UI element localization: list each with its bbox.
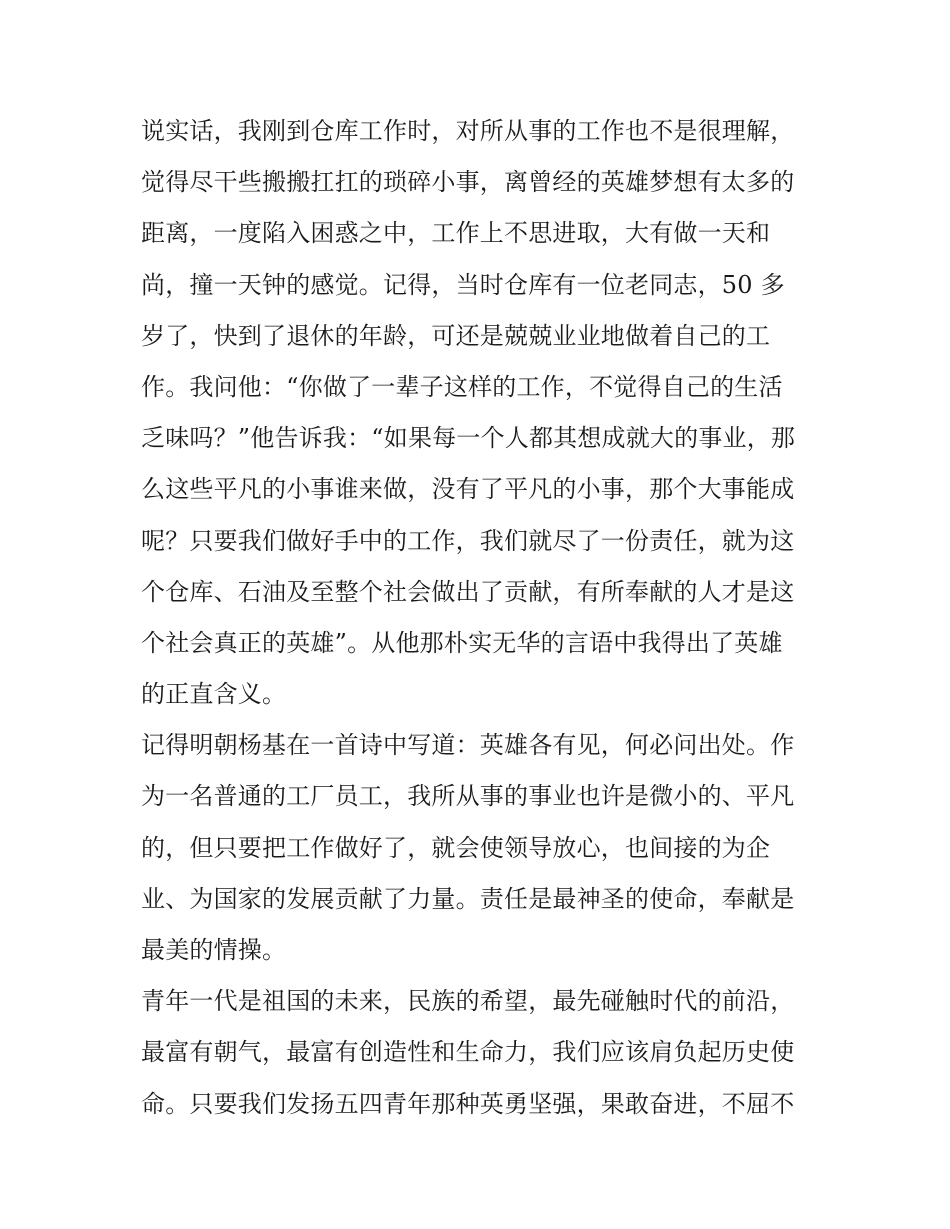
text-line: 岁了，快到了退休的年龄，可还是兢兢业业地做着自己的工 bbox=[141, 321, 771, 350]
text-line: 呢？只要我们做好手中的工作，我们就尽了一份责任，就为这 bbox=[141, 526, 795, 555]
text-line: 乏味吗？”他告诉我：“如果每一个人都其想成就大的事业，那 bbox=[141, 424, 796, 453]
text-line: 个社会真正的英雄”。从他那朴实无华的言语中我得出了英雄 bbox=[141, 628, 783, 657]
text-line: 的正直含义。 bbox=[141, 680, 287, 709]
text-line: 最富有朝气，最富有创造性和生命力，我们应该肩负起历史使 bbox=[141, 1038, 795, 1067]
text-line: 尚，撞一天钟的感觉。记得，当时仓库有一位老同志，50 多 bbox=[141, 270, 785, 299]
text-line: 作。我问他：“你做了一辈子这样的工作，不觉得自己的生活 bbox=[141, 372, 783, 401]
text-line: 最美的情操。 bbox=[141, 936, 287, 964]
text-line: 记得明朝杨基在一首诗中写道：英雄各有见，何必问出处。作 bbox=[141, 731, 795, 760]
text-line: 距离，一度陷入困惑之中，工作上不思进取，大有做一天和 bbox=[141, 219, 771, 248]
text-line: 么这些平凡的小事谁来做，没有了平凡的小事，那个大事能成 bbox=[141, 475, 795, 504]
text-line: 个仓库、石油及至整个社会做出了贡献，有所奉献的人才是这 bbox=[141, 577, 795, 606]
text-line: 业、为国家的发展贡献了力量。责任是最神圣的使命，奉献是 bbox=[141, 884, 795, 913]
text-line: 的，但只要把工作做好了，就会使领导放心，也间接的为企 bbox=[141, 833, 771, 862]
text-line: 为一名普通的工厂员工，我所从事的事业也许是微小的、平凡 bbox=[141, 782, 795, 811]
body-text bbox=[141, 106, 821, 1130]
text-line: 说实话，我刚到仓库工作时，对所从事的工作也不是很理解， bbox=[141, 117, 795, 145]
text-line: 命。只要我们发扬五四青年那种英勇坚强，果敢奋进，不屈不 bbox=[141, 1089, 795, 1118]
text-line: 青年一代是祖国的未来，民族的希望，最先碰触时代的前沿， bbox=[141, 987, 795, 1016]
text-line: 觉得尽干些搬搬扛扛的琐碎小事，离曾经的英雄梦想有太多的 bbox=[141, 168, 795, 197]
